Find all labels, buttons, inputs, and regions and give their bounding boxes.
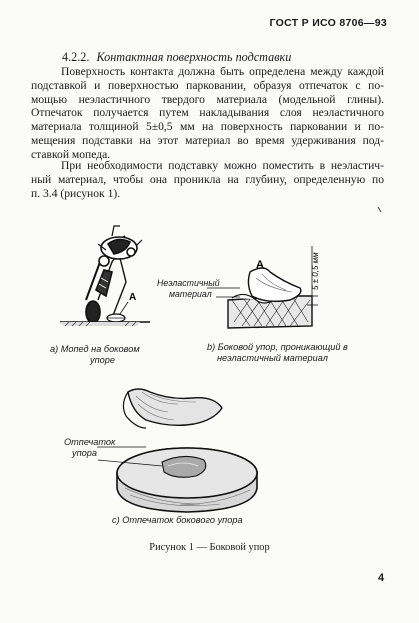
section-number: 4.2.2. [62, 50, 90, 64]
paragraph-line: При необходимости подставку можно поместить в неэластич- [61, 159, 384, 172]
caption-a-line: а) Мопед на боковом [50, 344, 140, 354]
caption-b [207, 342, 348, 363]
label-imprint-line: Отпечаток [64, 437, 116, 447]
paragraph-line: мощью неэластичного твердого материала (модельной глины). [31, 92, 384, 106]
caption-a-line: упоре [90, 354, 115, 365]
caption-b-line: неэластичный материал [217, 352, 328, 363]
paragraph-line: п. 3.4 (рисунок 1). [31, 186, 121, 200]
figure-caption: Рисунок 1 — Боковой упор [149, 542, 270, 553]
paragraph-line: материала толщиной 5±0,5 мм на поверхность парковании и по- [31, 120, 384, 134]
section-title: Контактная поверхность подставки [96, 50, 292, 64]
dimension-label: 5 ± 0,5 мм [311, 252, 320, 290]
page-number: 4 [378, 572, 385, 584]
detail-marker-a-b: A [256, 259, 264, 271]
moped-drawing [60, 226, 150, 326]
detail-marker-a: A [129, 292, 137, 303]
paragraph-line: Поверхность контакта должна быть определена между каждой [61, 65, 384, 78]
paragraph-line: Отпечаток получается путем накладывания слоя неэластичного [31, 106, 384, 120]
label-material [157, 278, 220, 299]
caption-c: c) Отпечаток бокового упора [112, 515, 243, 525]
label-material-line: материал [169, 288, 212, 299]
label-imprint [64, 437, 115, 458]
label-material-line: Неэластичный [157, 278, 220, 288]
caption-b-line: b) Боковой упор, проникающий в [207, 342, 348, 352]
paragraph-line: подставкой и поверхностью парковании, образуя отпечаток с по- [31, 78, 384, 92]
paragraph-line: ставкой мопеда. [31, 147, 111, 161]
document-header: ГОСТ Р ИСО 8706—93 [269, 17, 387, 29]
caption-a [50, 344, 140, 365]
side-stand-and-imprint [97, 389, 257, 512]
label-imprint-line: упора [72, 447, 97, 458]
paragraph-line: мещения подставки на этот материал во время удерживания под- [31, 133, 384, 147]
paragraph-line: ный материал, чтобы она проникла на глубину, определенную по [31, 172, 384, 186]
